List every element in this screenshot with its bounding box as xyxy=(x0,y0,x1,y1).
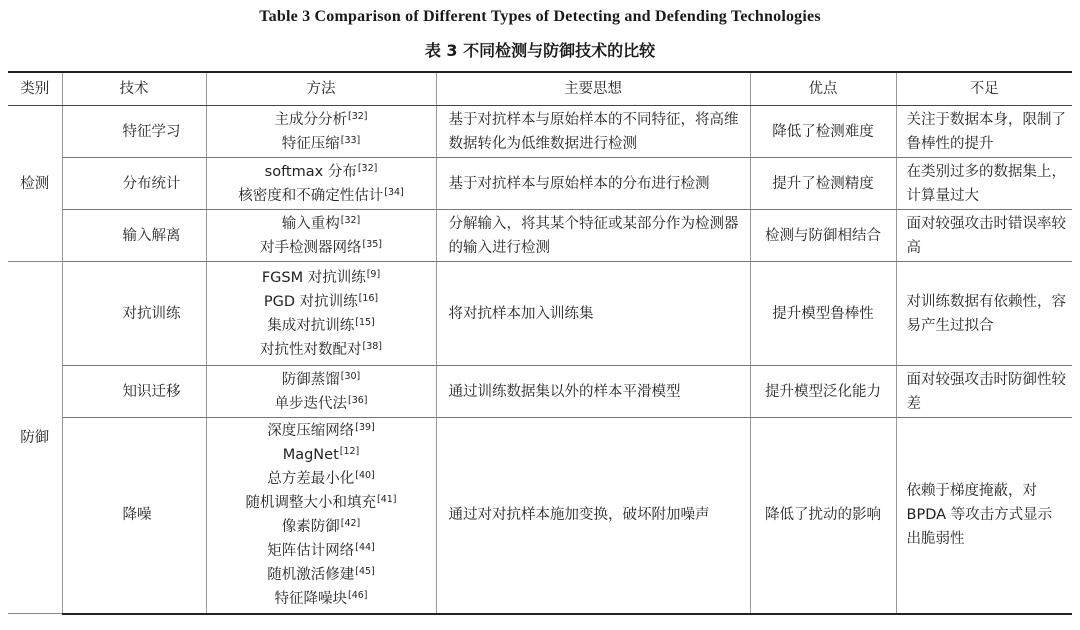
method-cell xyxy=(206,418,436,614)
method-name: MagNet xyxy=(282,447,339,464)
table-title-zh: 表 3 不同检测与防御技术的比较 xyxy=(424,41,656,60)
table-row xyxy=(8,106,1072,158)
table-header-row xyxy=(8,72,1072,106)
method-item xyxy=(213,290,430,314)
method-item xyxy=(213,184,430,208)
disadvantage-cell: 对训练数据有依赖性，容易产生过拟合 xyxy=(896,262,1072,366)
method-item xyxy=(213,108,430,132)
header-disadvantage: 不足 xyxy=(896,72,1072,106)
citation-ref: [16] xyxy=(358,292,379,304)
method-name: FGSM 对抗训练 xyxy=(261,269,366,286)
method-item xyxy=(213,563,430,587)
method-name: 深度压缩网络 xyxy=(267,423,355,440)
disadvantage-cell: 面对较强攻击时错误率较高 xyxy=(896,210,1072,262)
disadvantage-cell: 在类别过多的数据集上，计算量过大 xyxy=(896,158,1072,210)
method-cell xyxy=(206,210,436,262)
method-name: 对手检测器网络 xyxy=(259,239,362,256)
method-name: 总方差最小化 xyxy=(267,471,355,488)
main-idea-cell: 基于对抗样本与原始样本的分布进行检测 xyxy=(436,158,750,210)
advantage-cell: 提升模型鲁棒性 xyxy=(750,262,896,366)
table-row xyxy=(8,418,1072,614)
citation-ref: [41] xyxy=(376,494,397,506)
method-name: 集成对抗训练 xyxy=(267,317,355,334)
comparison-table xyxy=(8,71,1072,615)
method-item xyxy=(213,539,430,563)
method-item xyxy=(213,314,430,338)
main-idea-cell: 基于对抗样本与原始样本的不同特征，将高维数据转化为低维数据进行检测 xyxy=(436,106,750,158)
main-idea-cell: 分解输入，将其某个特征或某部分作为检测器的输入进行检测 xyxy=(436,210,750,262)
table-body xyxy=(8,106,1072,614)
method-name: 单步迭代法 xyxy=(274,395,347,412)
method-item xyxy=(213,160,430,184)
method-item xyxy=(213,467,430,491)
method-cell xyxy=(206,366,436,418)
technology-cell: 输入解离 xyxy=(62,210,206,262)
method-name: 对抗性对数配对 xyxy=(259,341,362,358)
citation-ref: [39] xyxy=(355,422,375,434)
method-item xyxy=(213,443,430,467)
method-name: 特征降噪块 xyxy=(274,591,347,608)
citation-ref: [12] xyxy=(339,446,360,458)
citation-ref: [36] xyxy=(347,394,368,406)
header-advantage: 优点 xyxy=(750,72,896,106)
method-item xyxy=(213,132,430,156)
method-name: 矩阵估计网络 xyxy=(267,543,355,560)
method-name: 随机激活修建 xyxy=(267,567,355,584)
citation-ref: [32] xyxy=(340,214,361,226)
citation-ref: [35] xyxy=(362,238,382,250)
method-item xyxy=(213,392,430,416)
method-cell xyxy=(206,158,436,210)
table-row xyxy=(8,366,1072,418)
method-name: 输入重构 xyxy=(281,215,340,232)
citation-ref: [33] xyxy=(340,134,361,146)
table-title-en: Table 3 Comparison of Different Types of Detecting and Defending Technologies xyxy=(259,8,821,25)
advantage-cell: 提升了检测精度 xyxy=(750,158,896,210)
advantage-cell: 检测与防御相结合 xyxy=(750,210,896,262)
method-item xyxy=(213,266,430,290)
technology-cell: 知识迁移 xyxy=(62,366,206,418)
method-item xyxy=(213,212,430,236)
citation-ref: [32] xyxy=(347,110,368,122)
method-name: 像素防御 xyxy=(281,519,340,536)
method-cell xyxy=(206,262,436,366)
method-item xyxy=(213,338,430,362)
technology-cell: 分布统计 xyxy=(62,158,206,210)
method-name: 主成分分析 xyxy=(274,111,347,128)
table-row xyxy=(8,210,1072,262)
method-item xyxy=(213,236,430,260)
disadvantage-cell: 依赖于梯度掩蔽，对 BPDA 等攻击方式显示出脆弱性 xyxy=(896,418,1072,614)
header-method: 方法 xyxy=(206,72,436,106)
technology-cell: 特征学习 xyxy=(62,106,206,158)
method-item xyxy=(213,491,430,515)
header-category: 类别 xyxy=(8,72,62,106)
citation-ref: [46] xyxy=(347,590,368,602)
method-name: softmax 分布 xyxy=(264,163,357,180)
citation-ref: [15] xyxy=(355,316,375,328)
citation-ref: [32] xyxy=(357,162,378,174)
citation-ref: [30] xyxy=(340,370,361,382)
method-item xyxy=(213,515,430,539)
category-cell: 检测 xyxy=(8,106,62,262)
citation-ref: [44] xyxy=(355,542,375,554)
citation-ref: [9] xyxy=(366,268,381,280)
method-name: 随机调整大小和填充 xyxy=(245,495,376,512)
method-name: 核密度和不确定性估计 xyxy=(238,187,384,204)
method-name: 特征压缩 xyxy=(281,135,340,152)
method-item xyxy=(213,419,430,443)
advantage-cell: 降低了扰动的影响 xyxy=(750,418,896,614)
citation-ref: [45] xyxy=(355,566,375,578)
technology-cell: 对抗训练 xyxy=(62,262,206,366)
advantage-cell: 降低了检测难度 xyxy=(750,106,896,158)
citation-ref: [40] xyxy=(355,470,375,482)
citation-ref: [38] xyxy=(362,340,382,352)
header-technology: 技术 xyxy=(62,72,206,106)
main-idea-cell: 将对抗样本加入训练集 xyxy=(436,262,750,366)
citation-ref: [34] xyxy=(384,186,404,198)
technology-cell: 降噪 xyxy=(62,418,206,614)
category-cell: 防御 xyxy=(8,262,62,614)
disadvantage-cell: 面对较强攻击时防御性较差 xyxy=(896,366,1072,418)
method-cell xyxy=(206,106,436,158)
table-row xyxy=(8,262,1072,366)
disadvantage-cell: 关注于数据本身，限制了鲁棒性的提升 xyxy=(896,106,1072,158)
main-idea-cell: 通过训练数据集以外的样本平滑模型 xyxy=(436,366,750,418)
method-item xyxy=(213,587,430,611)
advantage-cell: 提升模型泛化能力 xyxy=(750,366,896,418)
citation-ref: [42] xyxy=(340,518,361,530)
header-main-idea: 主要思想 xyxy=(436,72,750,106)
method-name: PGD 对抗训练 xyxy=(263,293,358,310)
main-idea-cell: 通过对对抗样本施加变换，破坏附加噪声 xyxy=(436,418,750,614)
table-row xyxy=(8,158,1072,210)
method-name: 防御蒸馏 xyxy=(281,371,340,388)
method-item xyxy=(213,368,430,392)
